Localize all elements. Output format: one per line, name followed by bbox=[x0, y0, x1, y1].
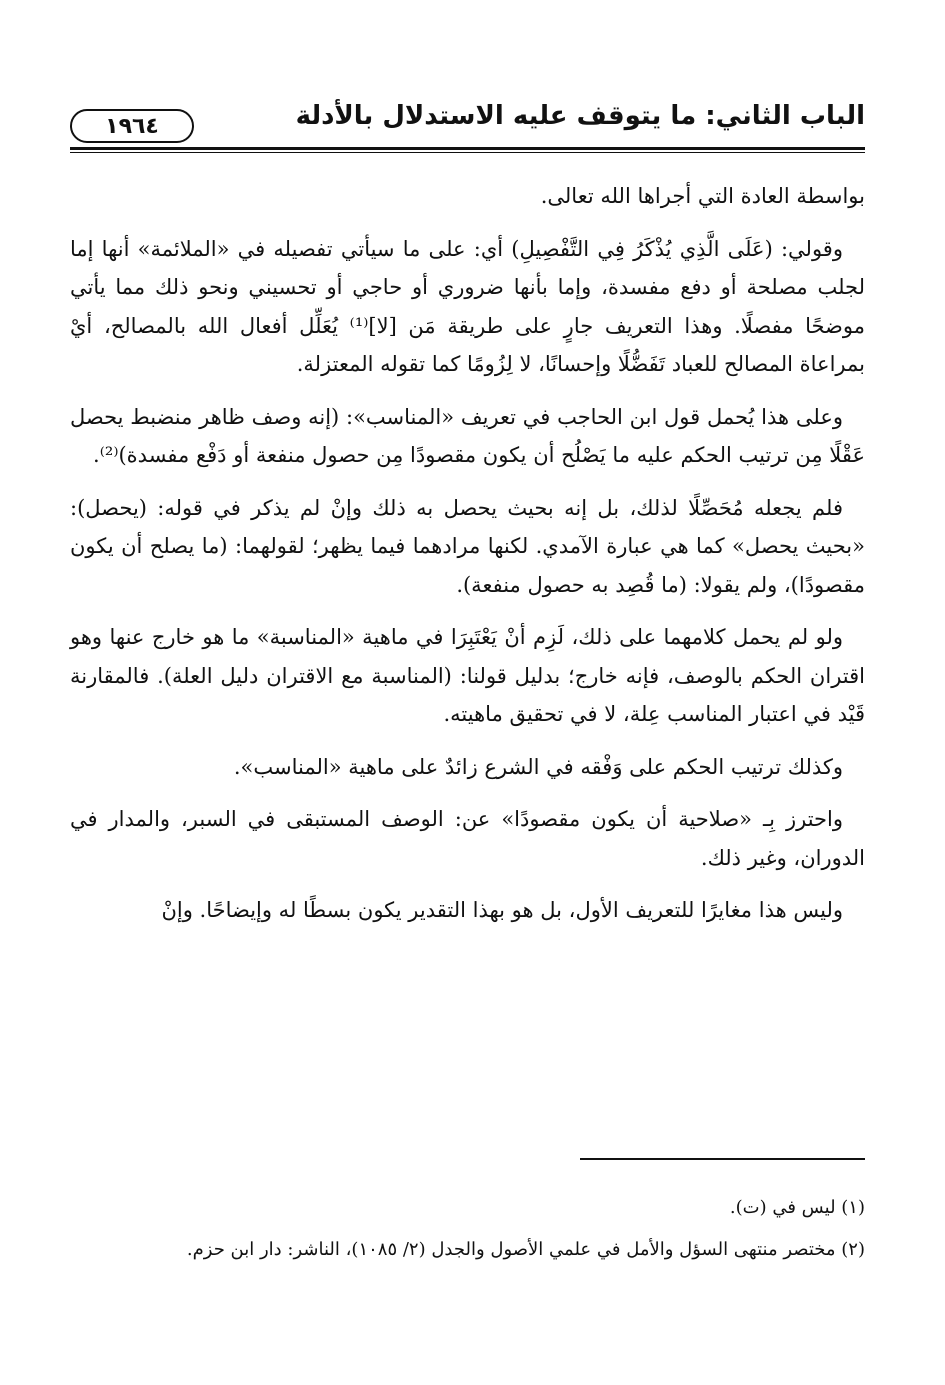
paragraph-5: ولو لم يحمل كلامهما على ذلك، لَزِم أنْ يَعْتَبِرَا في ماهية «المناسبة» ما هو خارج عنها وهو اقتران الحكم بالوصف، فإنه خارج؛ بدليل قولنا: (المناسبة مع الاقتران دليل العلة). فالمقارنة قَيْد في اعتبار المناسب عِلة، لا في تحقيق ماهيته. bbox=[70, 625, 865, 726]
paragraph-3: وعلى هذا يُحمل قول ابن الحاجب في تعريف «المناسب»: (إنه وصف ظاهر منضبط يحصل عَقْلًا مِن ترتيب الحكم عليه ما يَصْلُح أن يكون مقصودًا مِن حصول منفعة أو دَفْع مفسدة)⁽²⁾. bbox=[70, 404, 865, 467]
page-number: ١٩٦٤ bbox=[70, 109, 194, 143]
running-header bbox=[70, 95, 865, 149]
footnote-1: (١) ليس في (ت). bbox=[729, 1197, 865, 1218]
paragraph-7: واحترز بِـ «صلاحية أن يكون مقصودًا» عن: الوصف المستبقى في السبر، والمدار في الدوران، وغير ذلك. bbox=[70, 807, 865, 870]
paragraph-4: فلم يجعله مُحَصِّلًا لذلك، بل إنه بحيث يحصل به ذلك وإنْ لم يذكر في قوله: (يحصل): «بحيث يحصل» كما هي عبارة الآمدي. لكنها مرادهما فيما يظهر؛ لقولهما: (ما يصلح أن يكون مقصودًا)، ولم يقولا: (ما قُصِد به حصول منفعة). bbox=[70, 495, 865, 597]
main-text bbox=[70, 177, 865, 944]
footnotes bbox=[70, 1187, 865, 1271]
paragraph-2: وقولي: (عَلَى الَّذِي يُذْكَرُ فِي التَّفْصِيلِ) أي: على ما سيأتي تفصيله في «الملائمة» أنها إما لجلب مصلحة أو دفع مفسدة، وإما بأنها ضروري أو حاجي أو تحسيني ونحو ذلك مما يأتي موضحًا مفصلًا. وهذا التعريف جارٍ على طريقة مَن [لا]⁽¹⁾ يُعَلِّل أفعال الله بالمصالح، أيْ بمراعاة المصالح للعباد تَفَضُّلًا وإحسانًا، لا لِزُومًا كما تقوله المعتزلة. bbox=[70, 236, 865, 376]
paragraph-1: بواسطة العادة التي أجراها الله تعالى. bbox=[540, 184, 865, 208]
paragraph-6: وكذلك ترتيب الحكم على وَفْقه في الشرع زائدٌ على ماهية «المناسب». bbox=[233, 754, 843, 779]
book-page bbox=[70, 95, 865, 1325]
chapter-title: الباب الثاني: ما يتوقف عليه الاستدلال بالأدلة bbox=[295, 101, 865, 131]
paragraph-8: وليس هذا مغايرًا للتعريف الأول، بل هو بهذا التقدير يكون بسطًا له وإيضاحًا. وإنْ bbox=[161, 898, 843, 922]
footnote-separator bbox=[580, 1158, 865, 1160]
footnote-2: (٢) مختصر منتهى السؤل والأمل في علمي الأصول والجدل (٢/ ١٠٨٥)، الناشر: دار ابن حزم. bbox=[186, 1239, 865, 1260]
header-rule bbox=[70, 147, 865, 150]
header-rule-thin bbox=[70, 152, 865, 153]
